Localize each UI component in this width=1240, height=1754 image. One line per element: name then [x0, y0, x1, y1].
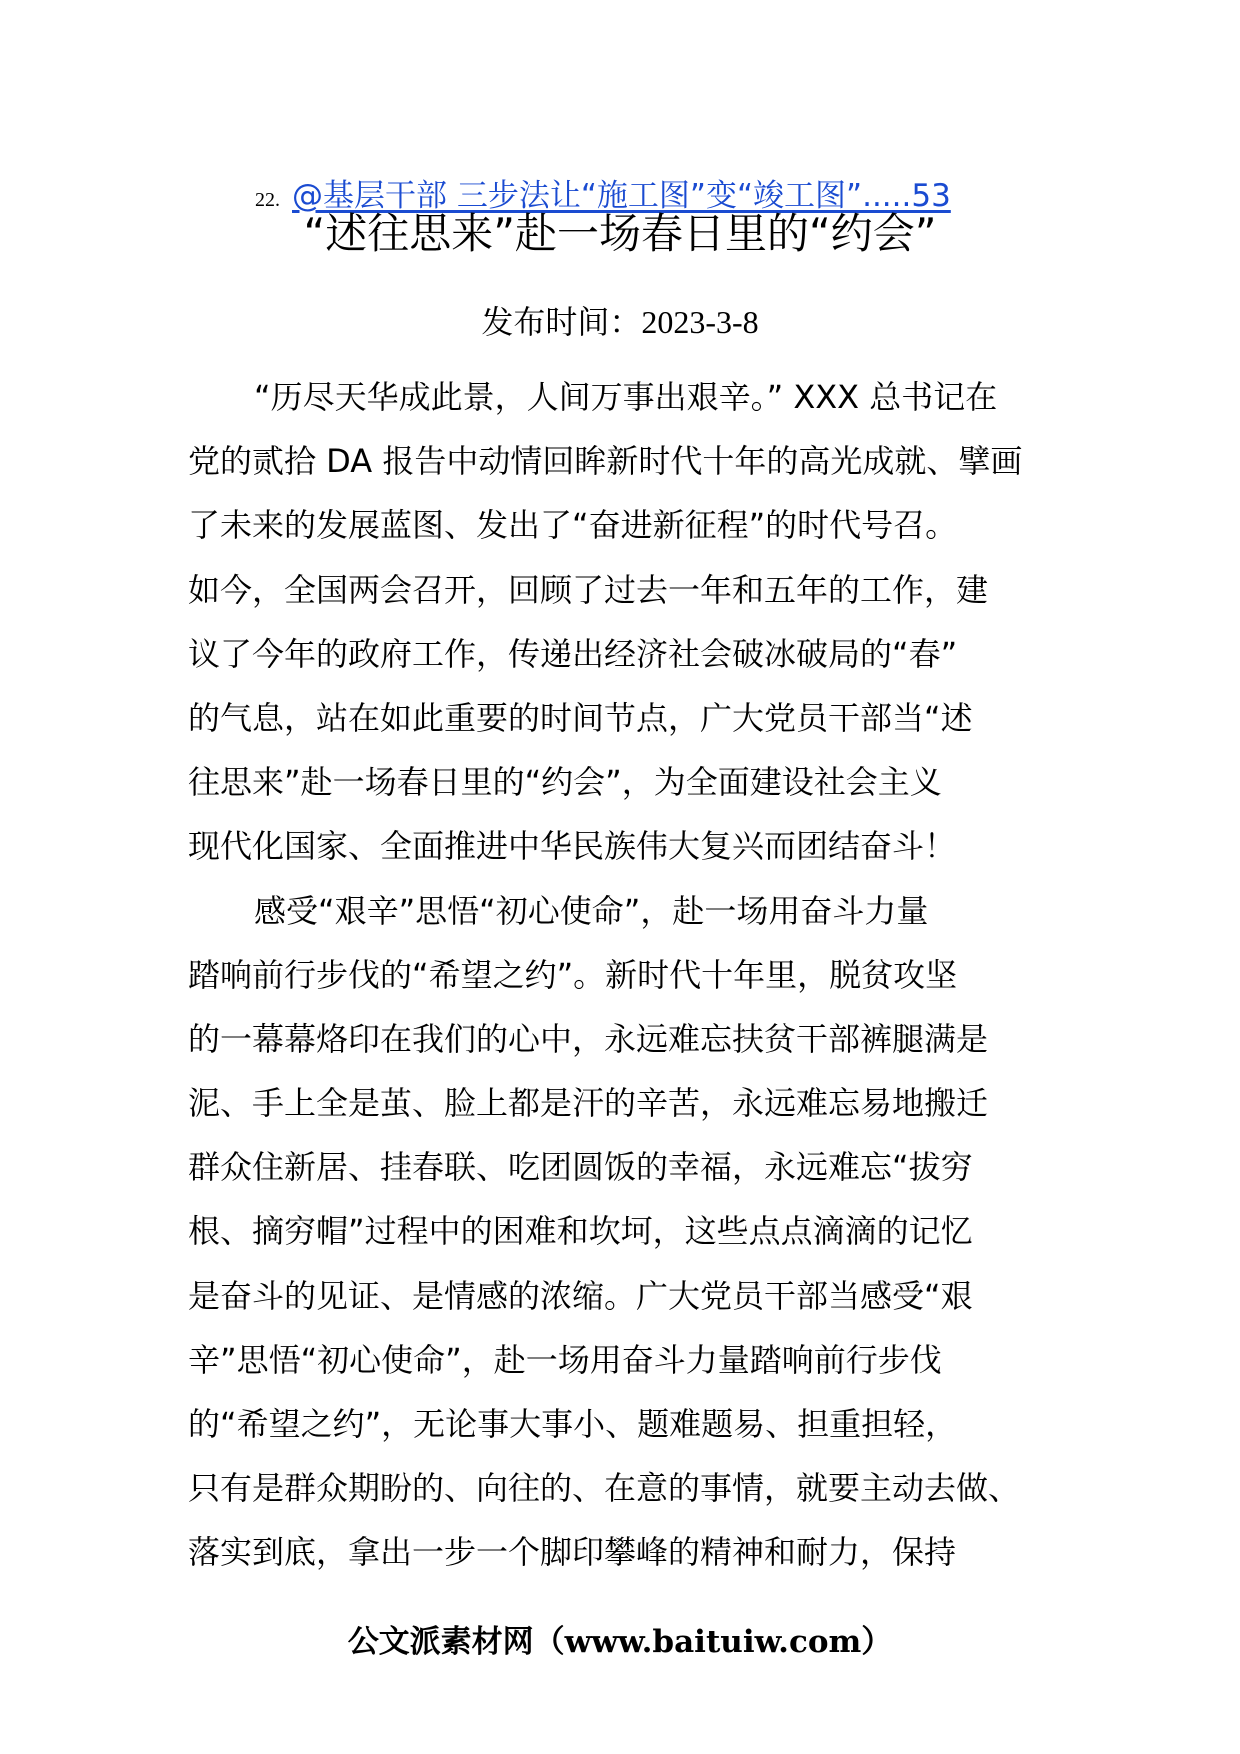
- paragraph-line: 是奋斗的见证、是情感的浓缩。广大党员干部当感受“艰: [188, 1276, 973, 1315]
- paragraph-1: [188, 365, 1060, 879]
- paragraph-line: 泥、手上全是茧、脸上都是汗的辛苦，永远难忘易地搬迁: [188, 1084, 989, 1123]
- article-title: “述往思来”赴一场春日里的“约会”: [303, 209, 937, 258]
- publish-date: 2023-3-8: [641, 304, 759, 340]
- paragraph-line: “历尽天华成此景，人间万事出艰辛。” XXX 总书记在: [254, 378, 998, 416]
- paragraph-line: 议了今年的政府工作，传递出经济社会破冰破局的“春”: [188, 634, 958, 673]
- paragraph-2: [188, 879, 1060, 1585]
- paragraph-line: 辛”思悟“初心使命”，赴一场用奋斗力量踏响前行步伐: [188, 1340, 942, 1379]
- paragraph-line: 只有是群众期盼的、向往的、在意的事情，就要主动去做、: [188, 1469, 1021, 1508]
- footer-watermark: 公文派素材网（www.baituiw.com）: [347, 1624, 893, 1660]
- paragraph-line: 往思来”赴一场春日里的“约会”，为全面建设社会主义: [188, 763, 942, 802]
- paragraph-line: 的“希望之约”，无论事大事小、题难题易、担重担轻，: [188, 1405, 958, 1443]
- paragraph-line: 的一幕幕烙印在我们的心中，永远难忘扶贫干部裤腿满是: [188, 1019, 989, 1058]
- paragraph-line: 了未来的发展蓝图、发出了“奋进新征程”的时代号召。: [188, 506, 958, 545]
- paragraph-line: 如今，全国两会召开，回顾了过去一年和五年的工作，建: [188, 570, 989, 609]
- paragraph-line: 群众住新居、挂春联、吃团圆饭的幸福，永远难忘“拔穷: [188, 1148, 973, 1187]
- paragraph-line: 感受“艰辛”思悟“初心使命”，赴一场用奋斗力量: [254, 891, 929, 930]
- toc-link[interactable]: @基层干部 三步法让“施工图”变“竣工图”.....53: [292, 178, 951, 214]
- paragraph-line: 党的贰拾 DA 报告中动情回眸新时代十年的高光成就、擘画: [188, 442, 1023, 481]
- paragraph-line: 根、摘穷帽”过程中的困难和坎坷，这些点点滴滴的记忆: [188, 1212, 973, 1251]
- paragraph-line: 踏响前行步伐的“希望之约”。新时代十年里，脱贫攻坚: [188, 955, 958, 994]
- paragraph-line: 的气息，站在如此重要的时间节点，广大党员干部当“述: [188, 698, 973, 737]
- paragraph-line: 现代化国家、全面推进中华民族伟大复兴而团结奋斗！: [188, 827, 957, 866]
- paragraph-line: 落实到底，拿出一步一个脚印攀峰的精神和耐力，保持: [188, 1533, 957, 1572]
- toc-number: 22.: [255, 189, 280, 211]
- publish-info: [0, 300, 1240, 344]
- publish-label: 发布时间：: [481, 303, 642, 341]
- article-body: [188, 365, 1060, 1585]
